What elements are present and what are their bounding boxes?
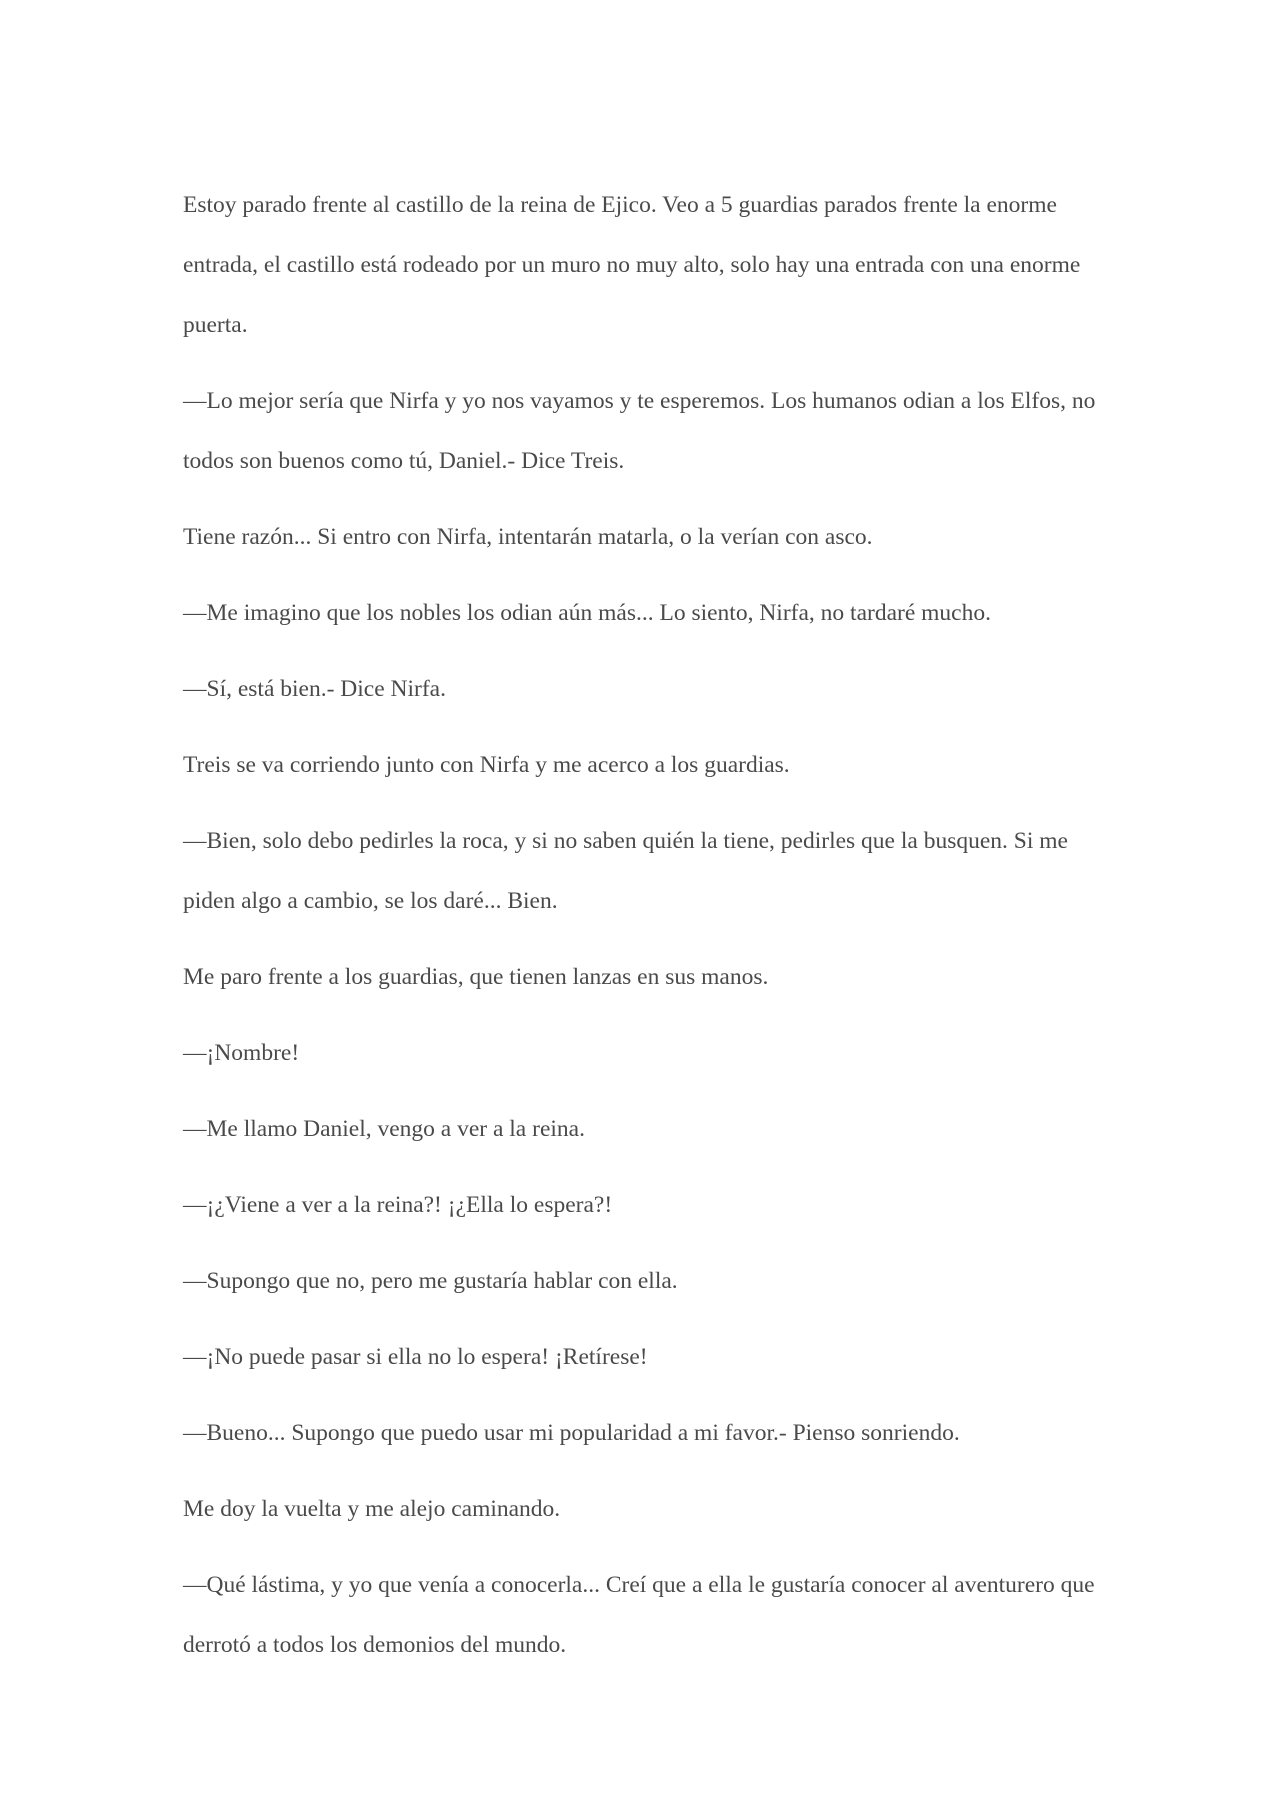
paragraph: —Supongo que no, pero me gustaría hablar con ella.	[183, 1268, 678, 1294]
paragraph: —¡¿Viene a ver a la reina?! ¡¿Ella lo espera?!	[183, 1192, 613, 1218]
paragraph: —Sí, está bien.- Dice Nirfa.	[183, 676, 446, 702]
paragraph: —Bueno... Supongo que puedo usar mi popularidad a mi favor.- Pienso sonriendo.	[183, 1420, 960, 1446]
paragraph: Me doy la vuelta y me alejo caminando.	[183, 1496, 561, 1522]
paragraph: —Me llamo Daniel, vengo a ver a la reina.	[183, 1116, 585, 1142]
paragraph: Me paro frente a los guardias, que tienen lanzas en sus manos.	[183, 964, 769, 990]
paragraph: —¡No puede pasar si ella no lo espera! ¡Retírese!	[183, 1344, 648, 1370]
paragraph: Treis se va corriendo junto con Nirfa y me acerco a los guardias.	[183, 752, 790, 778]
paragraph: —Me imagino que los nobles los odian aún más... Lo siento, Nirfa, no tardaré mucho.	[183, 600, 991, 626]
paragraph: —Bien, solo debo pedirles la roca, y si no saben quién la tiene, pedirles que la busquen. Si me piden algo a cambio, se los daré... Bien.	[183, 828, 1068, 914]
paragraph: —¡Nombre!	[183, 1040, 300, 1066]
paragraph: —Lo mejor sería que Nirfa y yo nos vayamos y te esperemos. Los humanos odian a los Elfos, no todos son buenos como tú, Daniel.- Dice Treis.	[183, 388, 1096, 474]
paragraph: —Qué lástima, y yo que venía a conocerla... Creí que a ella le gustaría conocer al aventurero que derrotó a todos los demonios del mundo.	[183, 1572, 1095, 1658]
paragraph: Estoy parado frente al castillo de la reina de Ejico. Veo a 5 guardias parados frente la enorme entrada, el castillo está rodeado por un muro no muy alto, solo hay una entrada con una enorme puerta.	[183, 192, 1081, 338]
document-body	[183, 175, 1103, 1691]
paragraph: Tiene razón... Si entro con Nirfa, intentarán matarla, o la verían con asco.	[183, 524, 873, 550]
